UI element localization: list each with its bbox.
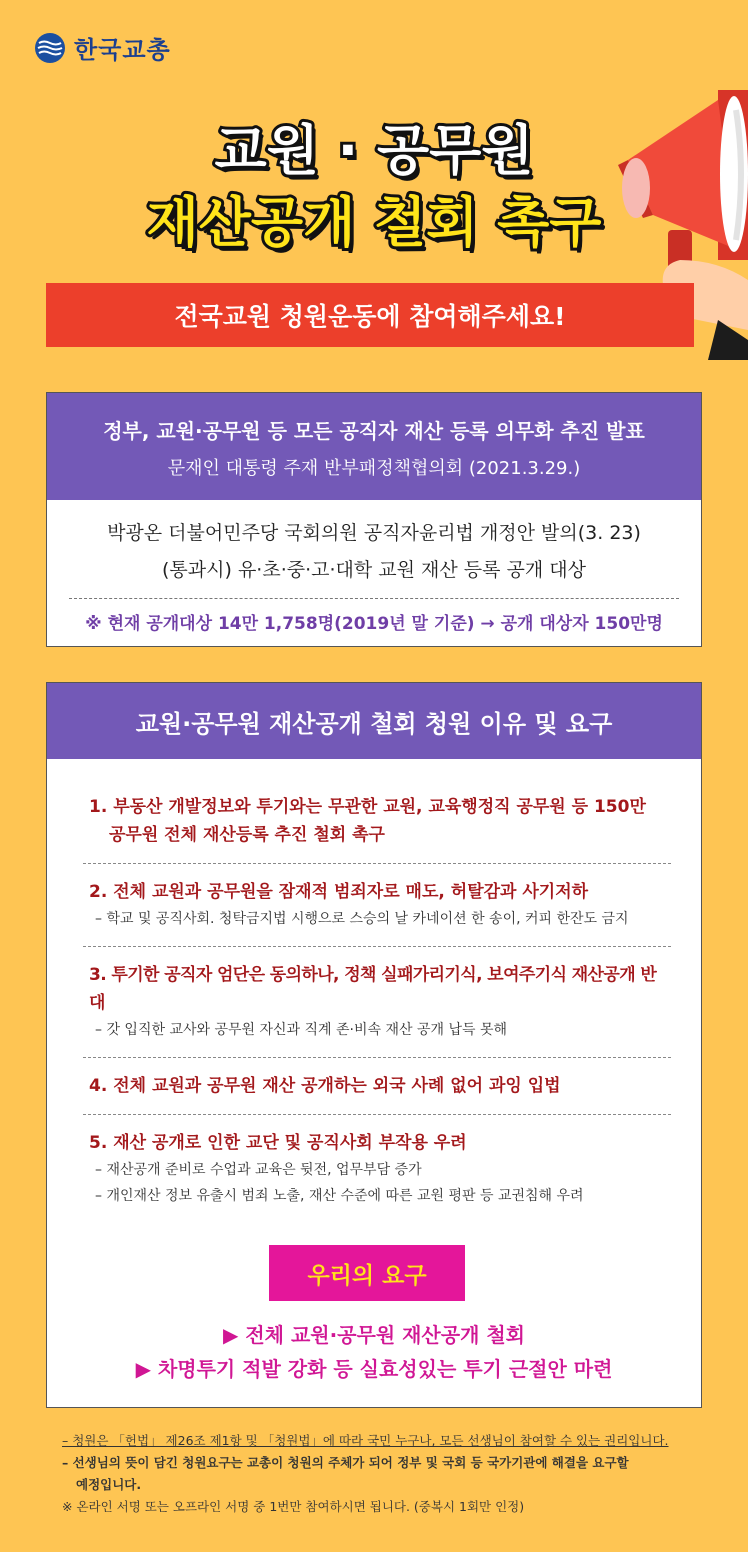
reason-item-5-detail-2: – 개인재산 정보 유출시 범죄 노출, 재산 수준에 따른 교원 평판 등 교권침해 우려	[95, 1188, 584, 1204]
reason-item-2-detail: – 학교 및 공직사회. 청탁금지법 시행으로 스승의 날 카네이션 한 송이, 커피 한잔도 금지	[95, 911, 629, 927]
announcement-header	[47, 393, 701, 500]
announcement-box	[46, 392, 702, 647]
divider	[83, 946, 671, 947]
reasons-heading: 교원·공무원 재산공개 철회 청원 이유 및 요구	[47, 683, 701, 759]
divider	[83, 1057, 671, 1058]
footer-note-2: – 선생님의 뜻이 담긴 청원요구는 교총이 청원의 주체가 되어 정부 및 국회 등 국가기관에 해결을 요구할 예정입니다.	[62, 1455, 629, 1492]
divider	[83, 863, 671, 864]
divider	[83, 1114, 671, 1115]
reason-item-2: 2. 전체 교원과 공무원을 잠재적 범죄자로 매도, 허탈감과 사기저하	[89, 882, 589, 902]
org-name: 한국교총	[74, 36, 171, 64]
reason-item-3-detail: – 갓 입직한 교사와 공무원 자신과 직계 존·비속 재산 공개 납득 못해	[95, 1022, 508, 1038]
bill-scope: (통과시) 유·초·중·고·대학 교원 재산 등록 공개 대상	[162, 559, 586, 581]
reason-item-5-detail-1: – 재산공개 준비로 수업과 교육은 뒷전, 업무부담 증가	[95, 1162, 422, 1178]
petition-reasons-box	[46, 682, 702, 1408]
footer-note-1: – 청원은 「헌법」 제26조 제1항 및 「청원법」에 따라 국민 누구나, 모든 선생님이 참여할 수 있는 권리입니다.	[62, 1433, 669, 1448]
page-title-line1: 교원 · 공무원	[214, 119, 534, 182]
demand-item-1: ▶ 전체 교원·공무원 재산공개 철회	[223, 1323, 525, 1347]
announcement-title: 정부, 교원·공무원 등 모든 공직자 재산 등록 의무화 추진 발표	[103, 419, 645, 443]
reason-item-5: 5. 재산 공개로 인한 교단 및 공직사회 부작용 우려	[89, 1133, 467, 1153]
kfta-logo-icon	[34, 32, 66, 64]
bill-info: 박광온 더불어민주당 국회의원 공직자윤리법 개정안 발의(3. 23)	[107, 522, 641, 544]
page-title-line2: 재산공개 철회 촉구	[146, 191, 602, 254]
disclosure-count-note: ※ 현재 공개대상 14만 1,758명(2019년 말 기준) → 공개 대상자 150만명	[85, 614, 663, 634]
footer-notes	[62, 1430, 702, 1518]
org-logo	[34, 30, 171, 65]
participation-banner: 전국교원 청원운동에 참여해주세요!	[46, 283, 694, 347]
reason-item-1: 1. 부동산 개발정보와 투기와는 무관한 교원, 교육행정직 공무원 등 150만 공무원 전체 재산등록 추진 철회 촉구	[89, 797, 646, 845]
our-demands-label: 우리의 요구	[269, 1245, 465, 1301]
reason-item-3: 3. 투기한 공직자 엄단은 동의하나, 정책 실패가리기식, 보여주기식 재산공개 반대	[89, 965, 657, 1013]
demand-item-2: ▶ 차명투기 적발 강화 등 실효성있는 투기 근절안 마련	[135, 1357, 613, 1381]
footer-note-3: ※ 온라인 서명 또는 오프라인 서명 중 1번만 참여하시면 됩니다. (중복시 1회만 인정)	[62, 1499, 525, 1514]
announcement-subtitle: 문재인 대통령 주재 반부패정책협의회 (2021.3.29.)	[167, 458, 581, 479]
reason-item-4: 4. 전체 교원과 공무원 재산 공개하는 외국 사례 없어 과잉 입법	[89, 1076, 561, 1096]
